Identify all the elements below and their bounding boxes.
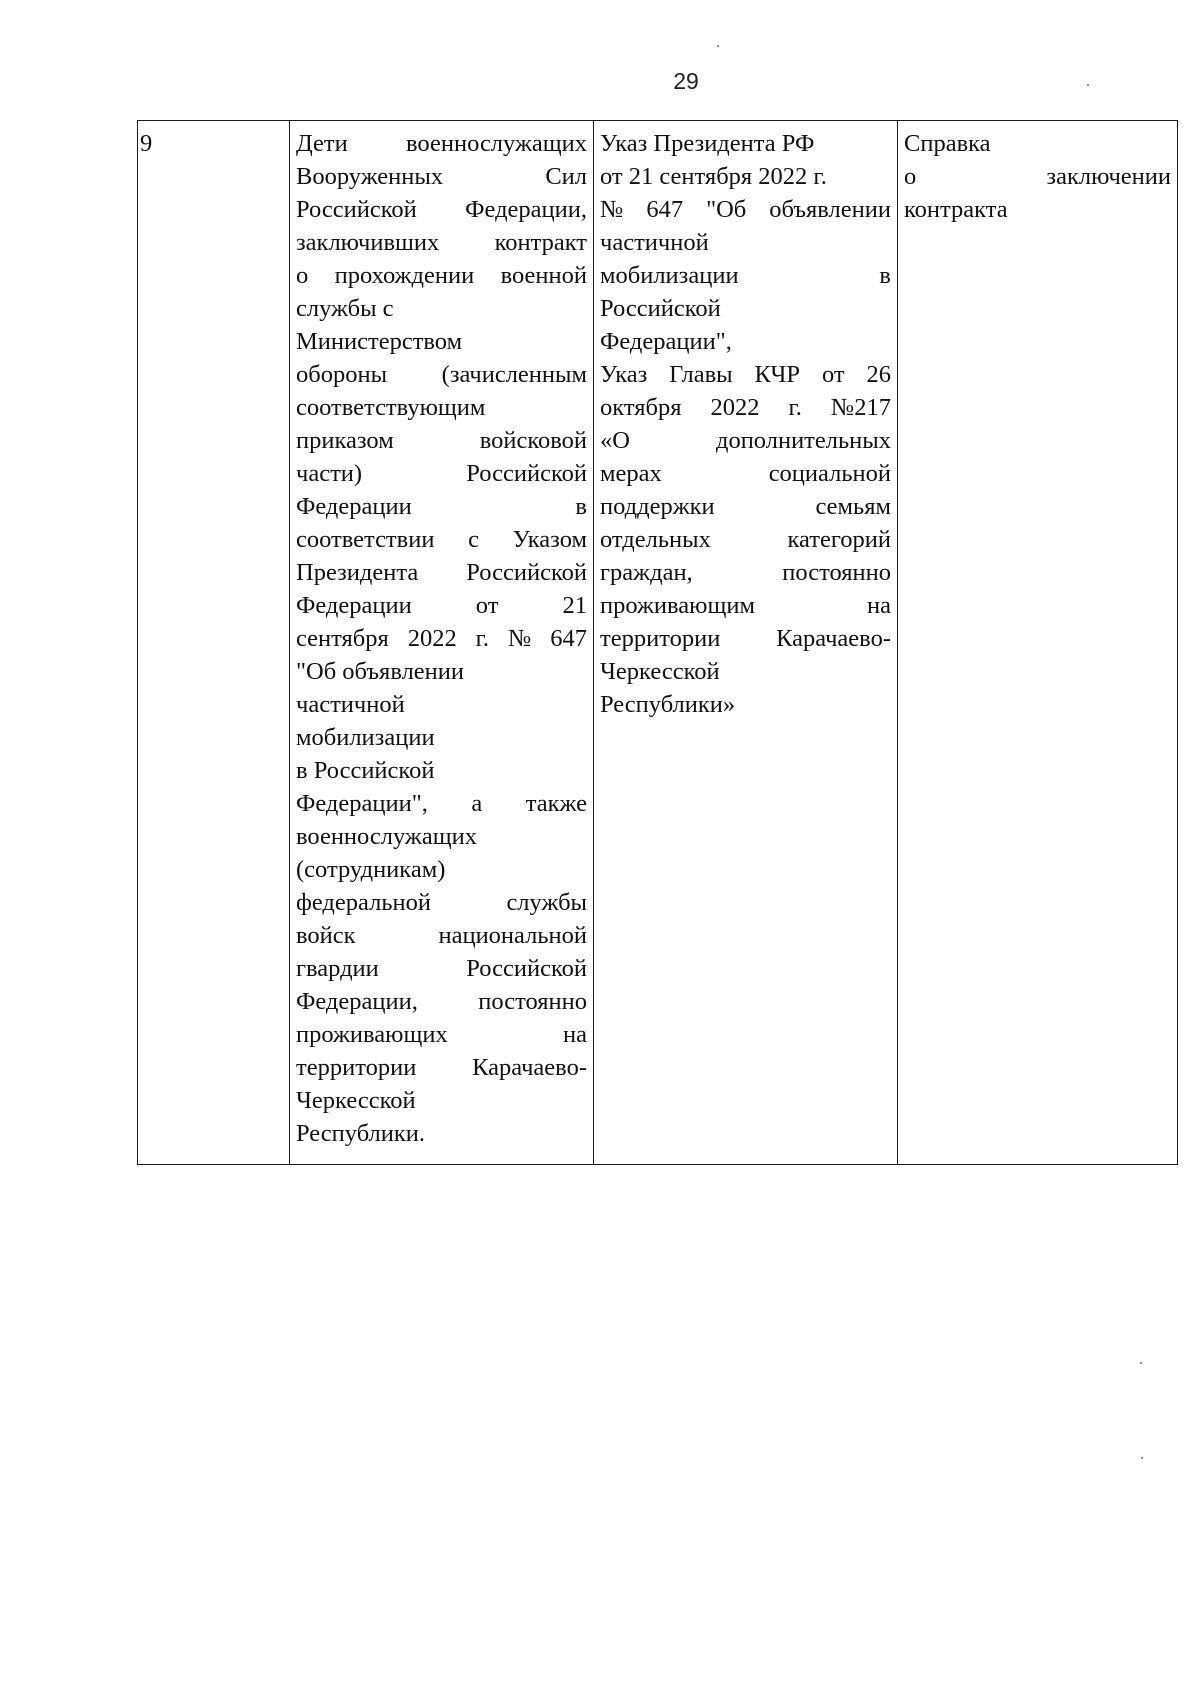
category-line: "Об объявлении — [296, 658, 465, 685]
legal-basis-line: граждан, постоянно — [600, 559, 891, 586]
category-line: Федерации, постоянно — [296, 988, 587, 1015]
table-row — [138, 121, 1178, 1165]
proof-document-cell — [898, 121, 1178, 1165]
scan-speck — [1141, 1457, 1143, 1459]
legal-basis-line: «О дополнительных — [600, 427, 891, 454]
scan-speck — [717, 45, 719, 47]
category-line: соответствующим — [296, 394, 486, 421]
legal-basis-line: № 647 "Об объявлении — [600, 196, 891, 223]
benefits-table — [137, 120, 1178, 1165]
category-line: частичной — [296, 691, 405, 718]
legal-basis-line: частичной — [600, 229, 709, 256]
category-line: территории Карачаево- — [296, 1054, 587, 1081]
category-line: гвардии Российской — [296, 955, 587, 982]
legal-basis-line: Республики» — [600, 691, 736, 718]
legal-basis-cell — [594, 121, 898, 1165]
legal-basis-line: Федерации", — [600, 328, 732, 355]
category-line: в Российской — [296, 757, 435, 784]
legal-basis-line: мобилизации в — [600, 262, 891, 289]
proof-line: Справка — [904, 130, 991, 157]
scan-speck — [1087, 84, 1089, 86]
legal-basis-line: Указ Президента РФ — [600, 130, 815, 157]
category-line: о прохождении военной — [296, 262, 587, 289]
category-line: Министерством — [296, 328, 463, 355]
category-line: Федерации от 21 — [296, 592, 587, 619]
category-line: мобилизации — [296, 724, 435, 751]
legal-basis-line: Российской — [600, 295, 721, 322]
category-line: Президента Российской — [296, 559, 587, 586]
category-line: соответствии с Указом — [296, 526, 587, 553]
legal-basis-line: проживающим на — [600, 592, 891, 619]
category-line: заключивших контракт — [296, 229, 587, 256]
category-line: Федерации в — [296, 493, 587, 520]
legal-basis-line: поддержки семьям — [600, 493, 891, 520]
category-line: Дети военнослужащих — [296, 130, 587, 157]
legal-basis-line: территории Карачаево- — [600, 625, 891, 652]
category-line: проживающих на — [296, 1021, 587, 1048]
category-line: (сотрудникам) — [296, 856, 446, 883]
category-line: Российской Федерации, — [296, 196, 587, 223]
category-line: войск национальной — [296, 922, 587, 949]
category-line: сентября 2022 г. № 647 — [296, 625, 587, 652]
row-number: 9 — [140, 130, 153, 157]
legal-basis-line: Черкесской — [600, 658, 720, 685]
legal-basis-line: мерах социальной — [600, 460, 891, 487]
category-line: приказом войсковой — [296, 427, 587, 454]
legal-basis-line: от 21 сентября 2022 г. — [600, 163, 827, 190]
category-line: федеральной службы — [296, 889, 587, 916]
legal-basis-line: октября 2022 г. №217 — [600, 394, 891, 421]
category-line: Черкесской — [296, 1087, 416, 1114]
category-line: Федерации", а также — [296, 790, 587, 817]
category-line: Республики. — [296, 1120, 426, 1147]
legal-basis-line: отдельных категорий — [600, 526, 891, 553]
proof-line: о заключении — [904, 163, 1171, 190]
legal-basis-line: Указ Главы КЧР от 26 — [600, 361, 891, 388]
proof-line: контракта — [904, 196, 1008, 223]
row-number-cell — [138, 121, 290, 1165]
category-line: части) Российской — [296, 460, 587, 487]
category-line: обороны (зачисленным — [296, 361, 587, 388]
page-number: 29 — [673, 68, 699, 94]
scan-speck — [1140, 1362, 1142, 1364]
category-cell — [290, 121, 594, 1165]
category-line: Вооруженных Сил — [296, 163, 587, 190]
category-line: службы с — [296, 295, 394, 322]
category-line: военнослужащих — [296, 823, 477, 850]
